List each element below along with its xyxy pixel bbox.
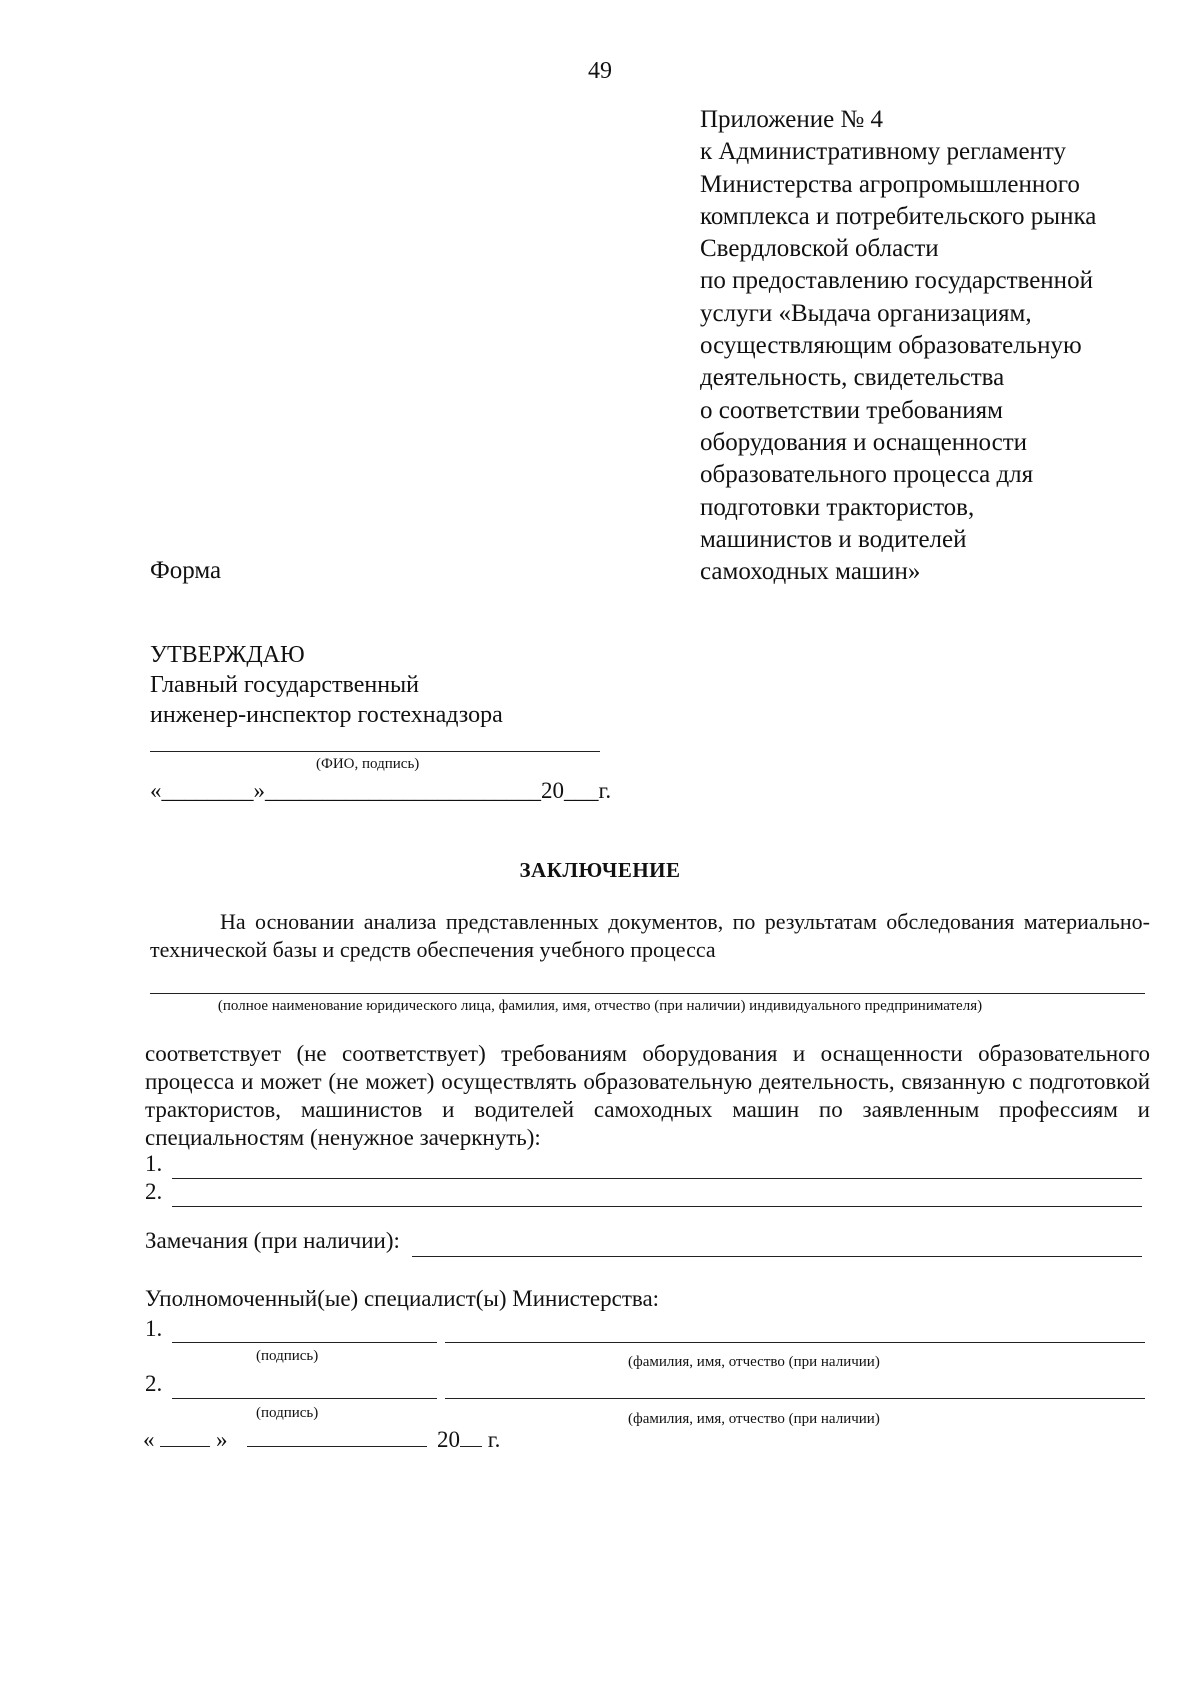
name-caption: (фамилия, имя, отчество (при наличии): [628, 1411, 880, 1427]
year-suffix: г.: [487, 1427, 501, 1452]
appendix-line: деятельность, свидетельства: [700, 364, 1005, 392]
appendix-line: Министерства агропромышленного: [700, 170, 1080, 198]
appendix-line: о соответствии требованиям: [700, 396, 1003, 424]
specialist-number: 2.: [145, 1371, 163, 1396]
specialist-name-line-2[interactable]: [445, 1398, 1145, 1399]
specialist-signature-line-2[interactable]: [172, 1398, 437, 1399]
appendix-line: оборудования и оснащенности: [700, 428, 1028, 456]
remarks-line[interactable]: [412, 1256, 1142, 1257]
appendix-block: [700, 104, 1170, 588]
appendix-line: к Административному регламенту: [700, 138, 1067, 166]
appendix-line: комплекса и потребительского рынка: [700, 202, 1097, 230]
approval-block: [150, 640, 503, 730]
name-caption: (фамилия, имя, отчество (при наличии): [628, 1354, 880, 1370]
conclusion-paragraph: соответствует (не соответствует) требованиям оборудования и оснащенности образовательного процесса и может (не может) осуществлять образовательную деятельность, связанную с подготовкой трактористов, машинистов и водителей самоходных машин по заявленным профессиям и специальностям (ненужное зачеркнуть):: [145, 1041, 1150, 1150]
profession-item-number: 1.: [145, 1151, 163, 1176]
signature-caption: (подпись): [256, 1348, 319, 1364]
document-title: ЗАКЛЮЧЕНИЕ: [519, 858, 681, 882]
appendix-line: Свердловской области: [700, 235, 939, 263]
appendix-line: образовательного процесса для: [700, 461, 1034, 489]
specialist-name-line-1[interactable]: [445, 1342, 1145, 1343]
appendix-line: подготовки трактористов,: [700, 493, 975, 521]
profession-line-1[interactable]: [172, 1178, 1142, 1179]
appendix-line: Приложение № 4: [700, 106, 884, 133]
year-blank[interactable]: [460, 1428, 482, 1447]
approval-position-line2: инженер-инспектор гостехнадзора: [150, 702, 503, 728]
approval-heading: УТВЕРЖДАЮ: [150, 642, 305, 668]
fio-signature-line[interactable]: [150, 751, 600, 752]
specialist-number: 1.: [145, 1316, 163, 1341]
date-open-quote: «: [143, 1427, 155, 1452]
final-date: [143, 1427, 500, 1453]
day-blank[interactable]: [160, 1428, 210, 1447]
approval-position-line1: Главный государственный: [150, 672, 420, 698]
remarks-label: Замечания (при наличии):: [145, 1228, 400, 1253]
date-close-quote: »: [216, 1427, 228, 1452]
profession-line-2[interactable]: [172, 1206, 1142, 1207]
entity-caption: (полное наименование юридического лица, фамилия, имя, отчество (при наличии) индивидуального предпринимателя): [217, 998, 983, 1014]
year-prefix: 20: [437, 1427, 460, 1452]
intro-paragraph: На основании анализа представленных документов, по результатам обследования материально-технической базы и средств обеспечения учебного процесса: [150, 909, 1150, 962]
appendix-line: по предоставлению государственной: [700, 267, 1093, 295]
entity-name-line[interactable]: [150, 993, 1145, 994]
approval-date: «________»________________________20___г.: [150, 778, 612, 803]
specialist-signature-line-1[interactable]: [172, 1342, 437, 1343]
appendix-line: машинистов и водителей: [700, 525, 967, 553]
appendix-line: услуги «Выдача организациям,: [700, 299, 1032, 327]
specialists-heading: Уполномоченный(ые) специалист(ы) Министерства:: [145, 1286, 660, 1311]
appendix-line: самоходных машин»: [700, 558, 921, 586]
appendix-line: осуществляющим образовательную: [700, 332, 1082, 360]
fio-caption: (ФИО, подпись): [316, 756, 420, 772]
form-label: Форма: [150, 557, 222, 584]
signature-caption: (подпись): [256, 1405, 319, 1421]
profession-item-number: 2.: [145, 1179, 163, 1204]
month-blank[interactable]: [247, 1428, 427, 1447]
page-number: 49: [588, 58, 612, 84]
